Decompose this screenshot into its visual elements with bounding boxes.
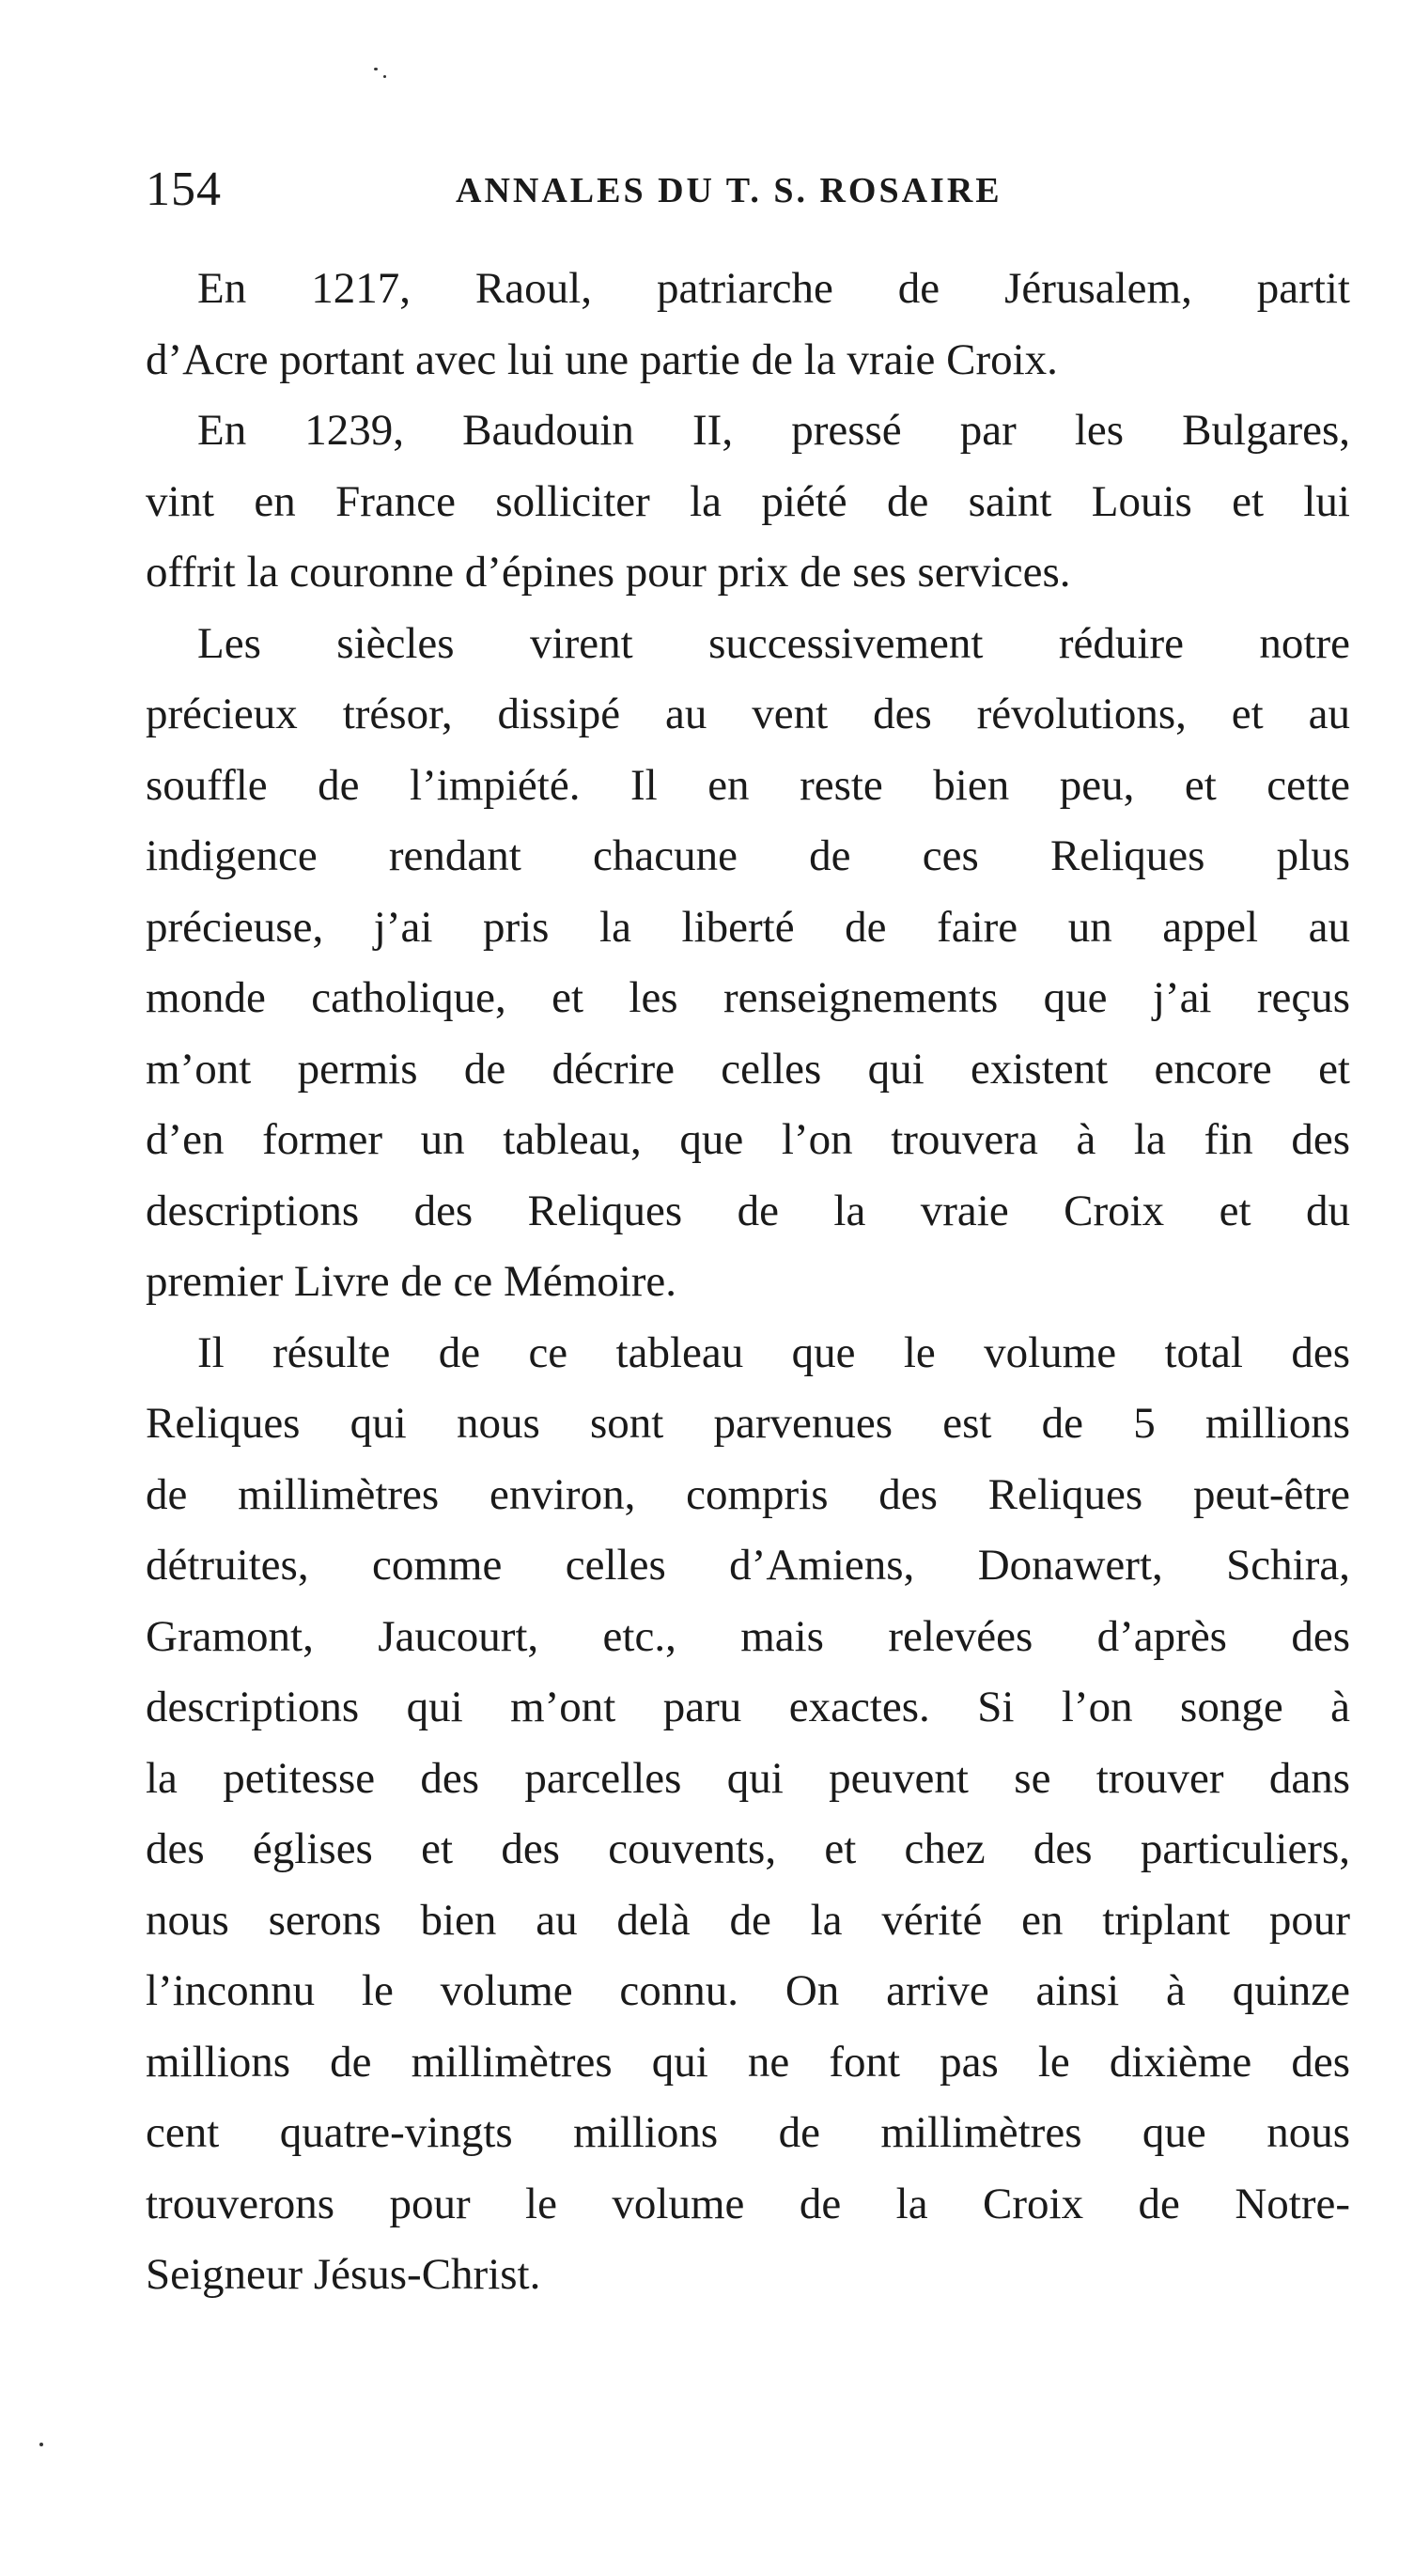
scan-speck bbox=[374, 68, 378, 70]
text-line: d’en former un tableau, que l’on trouvera à la fin des bbox=[146, 1115, 1350, 1164]
text-line: d’Acre portant avec lui une partie de la vraie Croix. bbox=[146, 334, 1058, 384]
text-line: cent quatre-vingts millions de millimètres que nous bbox=[146, 2108, 1350, 2157]
text-line: Reliques qui nous sont parvenues est de 5 millions bbox=[146, 1399, 1350, 1448]
text-line: descriptions qui m’ont paru exactes. Si l’on songe à bbox=[146, 1683, 1350, 1731]
text-line: m’ont permis de décrire celles qui existent encore et bbox=[146, 1044, 1350, 1094]
text-line: Les siècles virent successivement réduire notre bbox=[197, 618, 1350, 668]
text-line: En 1217, Raoul, patriarche de Jérusalem, partit bbox=[197, 264, 1350, 313]
text-line: détruites, comme celles d’Amiens, Donawert, Schira, bbox=[146, 1541, 1350, 1590]
text-line: Seigneur Jésus-Christ. bbox=[146, 2250, 541, 2299]
text-line: Gramont, Jaucourt, etc., mais relevées d’après des bbox=[146, 1611, 1350, 1661]
text-line: des églises et des couvents, et chez des particuliers, bbox=[146, 1824, 1350, 1873]
text-line: la petitesse des parcelles qui peuvent se trouver dans bbox=[146, 1753, 1350, 1803]
text-line: indigence rendant chacune de ces Reliques plus bbox=[146, 831, 1350, 880]
text-line: de millimètres environ, compris des Reliques peut-être bbox=[146, 1469, 1350, 1519]
text-line: offrit la couronne d’épines pour prix de ses services. bbox=[146, 548, 1071, 597]
text-line: souffle de l’impiété. Il en reste bien peu, et cette bbox=[146, 760, 1350, 810]
text-line: précieux trésor, dissipé au vent des révolutions, et au bbox=[146, 690, 1350, 738]
text-line: descriptions des Reliques de la vraie Croix et du bbox=[146, 1186, 1350, 1235]
text-line: précieuse, j’ai pris la liberté de faire un appel au bbox=[146, 902, 1350, 952]
text-line: trouverons pour le volume de la Croix de Notre- bbox=[146, 2179, 1350, 2228]
text-line: l’inconnu le volume connu. On arrive ainsi à quinze bbox=[146, 1966, 1350, 2015]
scan-speck bbox=[383, 75, 386, 78]
text-line: En 1239, Baudouin II, pressé par les Bulgares, bbox=[197, 406, 1350, 455]
text-line: premier Livre de ce Mémoire. bbox=[146, 1257, 677, 1306]
body-text bbox=[146, 254, 1350, 2311]
page-number: 154 bbox=[146, 163, 222, 216]
text-line: vint en France solliciter la piété de saint Louis et lui bbox=[146, 476, 1350, 526]
text-line: Il résulte de ce tableau que le volume total des bbox=[197, 1327, 1350, 1377]
text-line: nous serons bien au delà de la vérité en triplant pour bbox=[146, 1895, 1350, 1945]
running-title: ANNALES DU T. S. ROSAIRE bbox=[456, 171, 1002, 210]
page-header bbox=[146, 162, 1348, 218]
scan-speck bbox=[39, 2443, 43, 2446]
text-line: monde catholique, et les renseignements que j’ai reçus bbox=[146, 973, 1350, 1022]
text-line: millions de millimètres qui ne font pas le dixième des bbox=[146, 2037, 1350, 2087]
